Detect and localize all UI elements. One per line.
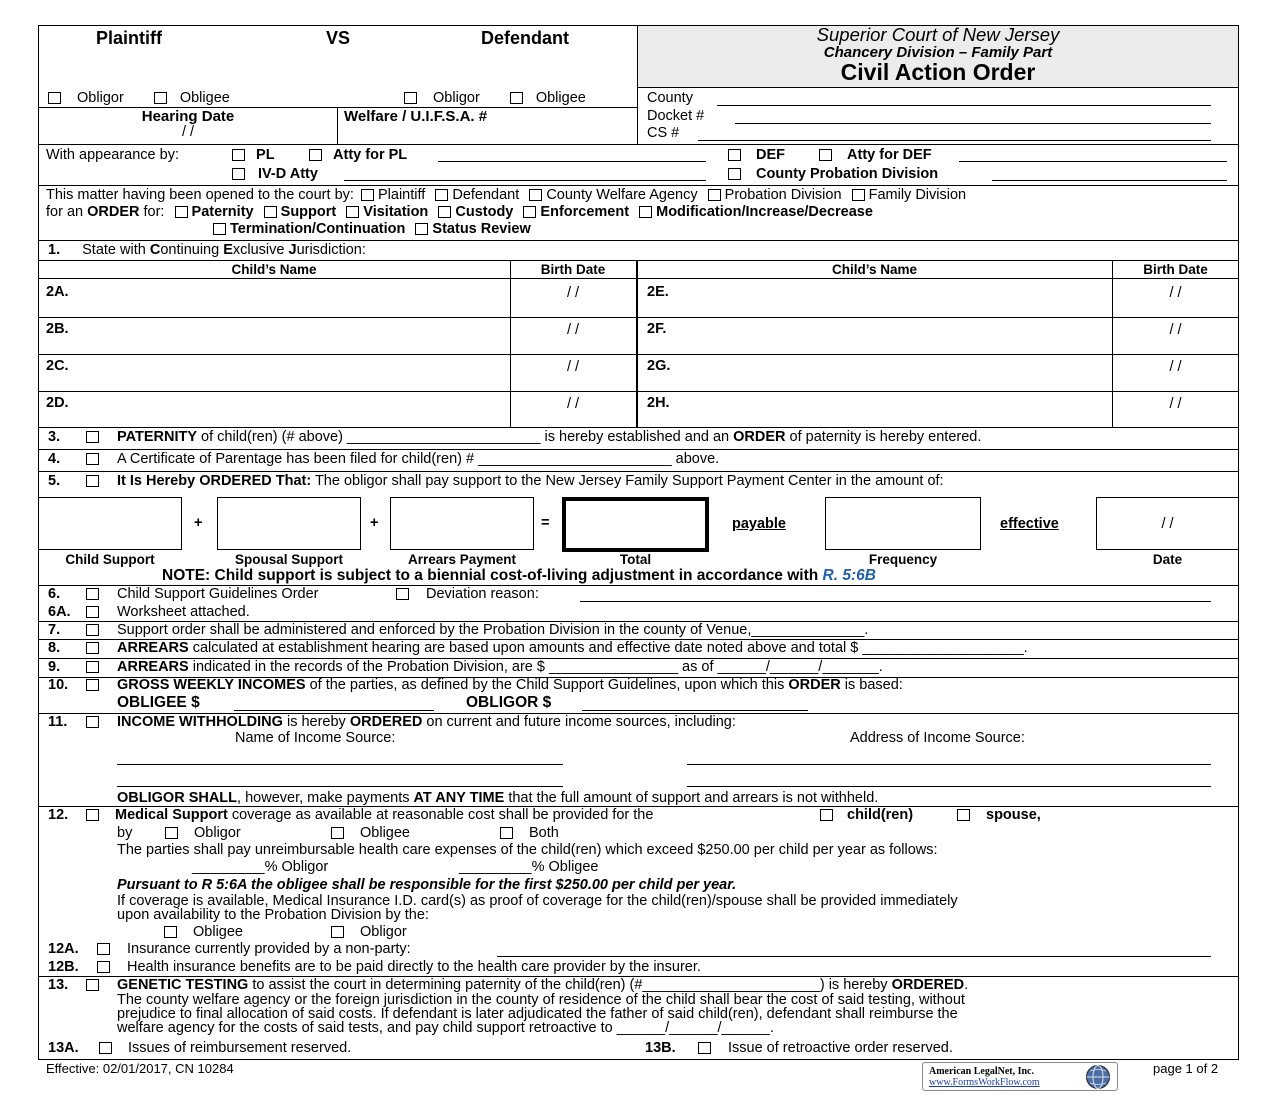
item-8-checkbox[interactable] bbox=[86, 642, 99, 654]
atty-def-checkbox[interactable] bbox=[819, 149, 832, 161]
logo-company: American LegalNet, Inc. bbox=[929, 1066, 1034, 1077]
child-row-label: 2F. bbox=[647, 321, 667, 337]
defendant-label: Defendant bbox=[481, 28, 570, 48]
item-3-num: 3. bbox=[48, 429, 61, 445]
atty-pl-field[interactable] bbox=[438, 161, 706, 162]
birth-date-field[interactable]: / / bbox=[566, 396, 580, 412]
rule-reference[interactable]: R. 5:6B bbox=[822, 567, 876, 584]
vs-label: VS bbox=[326, 28, 351, 48]
plaintiff-obligor-checkbox[interactable] bbox=[48, 92, 61, 104]
ivd-checkbox[interactable] bbox=[232, 168, 245, 180]
child-row-label: 2A. bbox=[46, 284, 69, 300]
birth-date-header-right: Birth Date bbox=[1143, 262, 1208, 277]
item-9-checkbox[interactable] bbox=[86, 661, 99, 673]
county-label: County bbox=[647, 90, 693, 106]
appearance-atty-pl: Atty for PL bbox=[309, 147, 407, 163]
item-5-num: 5. bbox=[48, 473, 61, 489]
by-label: by bbox=[117, 825, 133, 841]
id-obligee-checkbox[interactable] bbox=[164, 926, 177, 938]
item-11-num: 11. bbox=[48, 714, 68, 730]
by-obligee-checkbox[interactable] bbox=[331, 827, 344, 839]
item-13-line-4: welfare agency for the costs of said tests, and pay child support retroactive to ______/______/______. bbox=[117, 1020, 774, 1036]
medical-children-checkbox[interactable] bbox=[820, 809, 833, 821]
child-row-label: 2B. bbox=[46, 321, 69, 337]
division-name: Chancery Division – Family Part bbox=[823, 44, 1053, 61]
obligor-shall-text: OBLIGOR SHALL, however, make payments AT ANY TIME that the full amount of support and arrears is not withheld. bbox=[117, 790, 879, 806]
item-8-text: ARREARS calculated at establishment hearing are based upon amounts and effective date noted above and total $ ____________________. bbox=[117, 640, 1028, 656]
plaintiff-obligee-checkbox[interactable] bbox=[154, 92, 167, 104]
pursuant-text: Pursuant to R 5:6A the obligee shall be responsible for the first $250.00 per child per year. bbox=[117, 877, 737, 893]
def-checkbox[interactable] bbox=[728, 149, 741, 161]
birth-date-field[interactable]: / / bbox=[1169, 285, 1182, 301]
by-both-checkbox[interactable] bbox=[500, 827, 513, 839]
item-6-num: 6. bbox=[48, 586, 61, 602]
hearing-date-field[interactable]: / / bbox=[181, 124, 195, 140]
appearance-label: With appearance by: bbox=[46, 147, 179, 163]
item-7-checkbox[interactable] bbox=[86, 624, 99, 636]
total-box[interactable] bbox=[562, 497, 709, 552]
item-12b-checkbox[interactable] bbox=[97, 961, 110, 973]
birth-date-field[interactable]: / / bbox=[1169, 322, 1182, 338]
opened-plaintiff-checkbox[interactable] bbox=[361, 189, 374, 201]
deviation-checkbox[interactable] bbox=[396, 588, 409, 600]
item-6-text: Child Support Guidelines Order bbox=[117, 586, 319, 602]
probation-field[interactable] bbox=[992, 180, 1227, 181]
item-5-checkbox[interactable] bbox=[86, 475, 99, 487]
item-9-text: ARREARS indicated in the records of the Probation Division, are $ ________________ as of ______/______/_______. bbox=[117, 659, 883, 675]
custody-checkbox[interactable] bbox=[438, 206, 451, 218]
spousal-support-label: Spousal Support bbox=[235, 552, 343, 567]
appearance-atty-def: Atty for DEF bbox=[819, 147, 932, 163]
income-source-address-field[interactable] bbox=[687, 786, 1211, 787]
item-3-text: PATERNITY of child(ren) (# above) ________________________ is hereby established and an ORDER of paternity is hereby entered. bbox=[117, 429, 982, 445]
item-13-text: GENETIC TESTING to assist the court in determining paternity of the child(ren) (#______________________) is hereby ORDERED. bbox=[117, 977, 969, 993]
spousal-support-box[interactable] bbox=[217, 497, 361, 550]
child-row-label: 2G. bbox=[647, 358, 671, 374]
cs-label: CS # bbox=[647, 125, 680, 141]
pct-obligee-field[interactable]: _________% Obligee bbox=[459, 859, 599, 875]
worksheet-checkbox[interactable] bbox=[86, 606, 99, 618]
child-row-label: 2D. bbox=[46, 395, 69, 411]
item-12-checkbox[interactable] bbox=[86, 809, 99, 821]
item-6a-text: Worksheet attached. bbox=[117, 604, 250, 620]
total-label: Total bbox=[619, 552, 652, 567]
child-support-box[interactable] bbox=[38, 497, 182, 550]
opened-defendant-checkbox[interactable] bbox=[435, 189, 448, 201]
frequency-box[interactable] bbox=[825, 497, 981, 550]
item-13b-text: Issue of retroactive order reserved. bbox=[728, 1040, 953, 1056]
obligee-income: OBLIGEE $ bbox=[117, 694, 200, 711]
arrears-payment-label: Arrears Payment bbox=[407, 552, 517, 567]
arrears-payment-box[interactable] bbox=[390, 497, 534, 550]
effective-date-value: / / bbox=[1161, 516, 1174, 532]
plaintiff-role: Obligor Obligee bbox=[48, 90, 230, 106]
id-obligor-checkbox[interactable] bbox=[331, 926, 344, 938]
item-13-num: 13. bbox=[48, 977, 69, 993]
item-10-text: GROSS WEEKLY INCOMES of the parties, as defined by the Child Support Guidelines, upon which this ORDER is based: bbox=[117, 677, 903, 693]
birth-date-field[interactable]: / / bbox=[566, 359, 580, 375]
item-5-text: It Is Hereby ORDERED That: The obligor shall pay support to the New Jersey Family Support Payment Center in the amount of: bbox=[117, 473, 944, 489]
page-number: page 1 of 2 bbox=[1153, 1061, 1219, 1076]
by-obligor-checkbox[interactable] bbox=[165, 827, 178, 839]
order-for-line-2: Termination/Continuation Status Review bbox=[213, 221, 531, 237]
child-row-label: 2C. bbox=[46, 358, 69, 374]
income-source-address-field[interactable] bbox=[687, 764, 1211, 765]
item-4-num: 4. bbox=[48, 451, 61, 467]
guidelines-order-checkbox[interactable] bbox=[86, 588, 99, 600]
obligor-income-field[interactable] bbox=[582, 710, 808, 711]
globe-icon bbox=[1081, 1064, 1115, 1090]
atty-def-field[interactable] bbox=[959, 161, 1227, 162]
id-obligor-label: Obligor bbox=[360, 924, 407, 940]
appearance-ivd: IV-D Atty bbox=[232, 166, 318, 182]
item-13b-checkbox[interactable] bbox=[698, 1042, 711, 1054]
income-source-name-field[interactable] bbox=[117, 786, 563, 787]
atty-pl-checkbox[interactable] bbox=[309, 149, 322, 161]
termination-checkbox[interactable] bbox=[213, 223, 226, 235]
item-7-num: 7. bbox=[48, 622, 61, 638]
child-name-header-right: Child’s Name bbox=[831, 262, 918, 277]
medical-spouse-label: spouse, bbox=[986, 807, 1041, 823]
appearance-def: DEF bbox=[728, 147, 785, 163]
child-row-label: 2H. bbox=[647, 395, 670, 411]
logo-url[interactable]: www.FormsWorkFlow.com bbox=[929, 1077, 1040, 1088]
status-review-checkbox[interactable] bbox=[415, 223, 428, 235]
order-for-line: for an ORDER for: Paternity Support Visitation Custody Enforcement Modification/Increase/Decrease bbox=[46, 204, 873, 220]
county-field[interactable] bbox=[717, 105, 1211, 106]
birth-date-field[interactable]: / / bbox=[1169, 396, 1182, 412]
cs-field[interactable] bbox=[698, 140, 1211, 141]
item-13-checkbox[interactable] bbox=[86, 979, 99, 991]
obligor-income: OBLIGOR $ bbox=[466, 694, 552, 711]
docket-label: Docket # bbox=[647, 108, 705, 124]
cola-note: NOTE: Child support is subject to a biennial cost-of-living adjustment in accordance with R. 5:6B bbox=[162, 567, 876, 584]
by-obligee-label: Obligee bbox=[360, 825, 410, 841]
item-6a-num: 6A. bbox=[48, 604, 71, 620]
obligee-income-field[interactable] bbox=[234, 710, 434, 711]
item-12b-text: Health insurance benefits are to be paid directly to the health care provider by the insurer. bbox=[127, 959, 701, 975]
form-title: Civil Action Order bbox=[840, 59, 1036, 85]
plus-sign: + bbox=[370, 515, 379, 531]
birth-date-field[interactable]: / / bbox=[1169, 359, 1182, 375]
visitation-checkbox[interactable] bbox=[346, 206, 359, 218]
opened-family-checkbox[interactable] bbox=[852, 189, 865, 201]
item-10-num: 10. bbox=[48, 677, 69, 693]
hearing-date-label: Hearing Date bbox=[141, 108, 235, 125]
paternity-checkbox[interactable] bbox=[175, 206, 188, 218]
item-1: 1. State with Continuing Exclusive Jurisdiction: bbox=[48, 242, 366, 258]
item-9-num: 9. bbox=[48, 659, 61, 675]
item-12a-num: 12A. bbox=[48, 941, 79, 957]
defendant-obligee-checkbox[interactable] bbox=[510, 92, 523, 104]
pl-checkbox[interactable] bbox=[232, 149, 245, 161]
non-party-field[interactable] bbox=[497, 956, 1211, 957]
deviation-field[interactable] bbox=[580, 601, 1211, 602]
medical-children-label: child(ren) bbox=[847, 807, 914, 823]
item-13a-num: 13A. bbox=[48, 1040, 79, 1056]
by-obligor-label: Obligor bbox=[194, 825, 241, 841]
id-obligee-label: Obligee bbox=[193, 924, 243, 940]
equals-sign: = bbox=[541, 515, 550, 531]
pct-obligor-field[interactable]: _________% Obligor bbox=[192, 859, 329, 875]
item-12a-text: Insurance currently provided by a non-party: bbox=[127, 941, 411, 957]
defendant-role: Obligor Obligee bbox=[404, 90, 586, 106]
coverage-text: If coverage is available, Medical Insurance I.D. card(s) as proof of coverage for the child(ren)/spouse shall be provided immediately bbox=[117, 893, 958, 909]
birth-date-header-left: Birth Date bbox=[540, 262, 606, 277]
by-both-label: Both bbox=[529, 825, 559, 841]
opened-by-line: This matter having been opened to the court by: Plaintiff Defendant County Welfare Agency Probation Division Family Division bbox=[46, 187, 967, 203]
birth-date-field[interactable]: / / bbox=[566, 285, 580, 301]
support-checkbox[interactable] bbox=[264, 206, 277, 218]
plaintiff-label: Plaintiff bbox=[96, 28, 162, 48]
item-11-text: INCOME WITHHOLDING is hereby ORDERED on current and future income sources, including: bbox=[117, 714, 736, 730]
item-8-num: 8. bbox=[48, 640, 61, 656]
income-source-address-label: Address of Income Source: bbox=[850, 730, 1025, 746]
item-4-text: A Certificate of Parentage has been filed for child(ren) # ________________________ above. bbox=[117, 451, 720, 467]
coverage-text-2: upon availability to the Probation Division by the: bbox=[117, 907, 429, 923]
ivd-field[interactable] bbox=[344, 180, 706, 181]
item-11-checkbox[interactable] bbox=[86, 716, 99, 728]
child-name-header-left: Child’s Name bbox=[231, 262, 317, 277]
opened-probation-checkbox[interactable] bbox=[708, 189, 721, 201]
item-12-num: 12. bbox=[48, 807, 69, 823]
appearance-probation: County Probation Division bbox=[728, 166, 938, 182]
american-legalnet-logo[interactable] bbox=[922, 1062, 1118, 1091]
item-4-checkbox[interactable] bbox=[86, 453, 99, 465]
item-3-checkbox[interactable] bbox=[86, 431, 99, 443]
effective-date-footer: Effective: 02/01/2017, CN 10284 bbox=[46, 1061, 234, 1076]
effective-label: effective bbox=[1000, 516, 1059, 532]
frequency-label: Frequency bbox=[868, 552, 938, 567]
appearance-pl: PL bbox=[232, 147, 275, 163]
welfare-label: Welfare / U.I.F.S.A. # bbox=[344, 108, 488, 125]
item-10-checkbox[interactable] bbox=[86, 679, 99, 691]
unreimbursable-text: The parties shall pay unreimbursable health care expenses of the child(ren) which exceed $250.00 per child per year as follows: bbox=[117, 842, 938, 858]
medical-spouse-checkbox[interactable] bbox=[957, 809, 970, 821]
child-row-label: 2E. bbox=[647, 284, 669, 300]
court-name: Superior Court of New Jersey bbox=[816, 24, 1060, 45]
item-13-line-2: The county welfare agency or the foreign jurisdiction in the county of residence of the child shall bear the cost of said testing, without bbox=[117, 992, 965, 1008]
income-source-name-label: Name of Income Source: bbox=[235, 730, 396, 746]
item-13b-num: 13B. bbox=[645, 1040, 676, 1056]
modification-checkbox[interactable] bbox=[639, 206, 652, 218]
item-13a-checkbox[interactable] bbox=[99, 1042, 112, 1054]
item-12b-num: 12B. bbox=[48, 959, 79, 975]
item-12a-checkbox[interactable] bbox=[97, 943, 110, 955]
item-7-text: Support order shall be administered and enforced by the Probation Division in the county of Venue,______________. bbox=[117, 622, 869, 638]
probation-checkbox[interactable] bbox=[728, 168, 741, 180]
child-support-label: Child Support bbox=[65, 552, 155, 567]
payable-label: payable bbox=[732, 516, 786, 532]
enforcement-checkbox[interactable] bbox=[523, 206, 536, 218]
opened-welfare-checkbox[interactable] bbox=[529, 189, 542, 201]
birth-date-field[interactable]: / / bbox=[566, 322, 580, 338]
docket-field[interactable] bbox=[735, 123, 1211, 124]
defendant-obligor-checkbox[interactable] bbox=[404, 92, 417, 104]
item-13-line-3: prejudice to final allocation of said costs. If defendant is later adjudicated the father of said child(ren), defendant shall reimburse the bbox=[117, 1006, 958, 1022]
item-12-text: Medical Support coverage as available at reasonable cost shall be provided for the bbox=[115, 807, 654, 823]
item-13a-text: Issues of reimbursement reserved. bbox=[128, 1040, 352, 1056]
income-source-name-field[interactable] bbox=[117, 764, 563, 765]
deviation-label: Deviation reason: bbox=[426, 586, 539, 602]
plus-sign: + bbox=[194, 515, 203, 531]
date-label: Date bbox=[1152, 552, 1183, 567]
